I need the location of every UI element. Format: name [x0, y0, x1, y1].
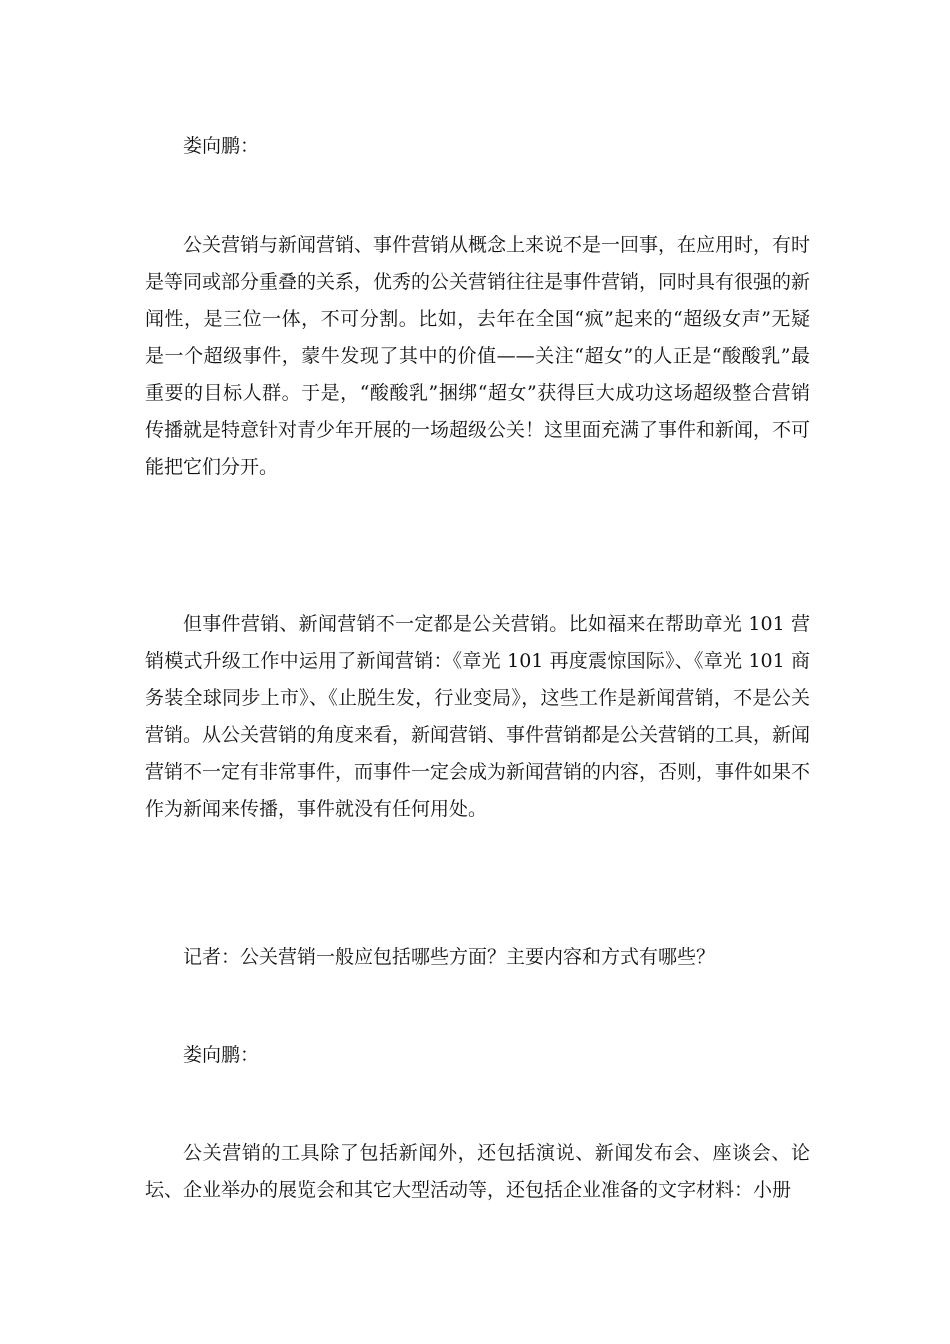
reporter-question: 记者：公关营销一般应包括哪些方面？主要内容和方式有哪些？ [183, 946, 716, 968]
speaker-label-1: 娄向鹏： [183, 135, 260, 157]
speaker-label-2: 娄向鹏： [183, 1044, 260, 1066]
answer-paragraph-3: 公关营销的工具除了包括新闻外，还包括演说、新闻发布会、座谈会、论坛、企业举办的展览会和其它大型活动等，还包括企业准备的文字材料：小册 [145, 1142, 810, 1201]
answer-paragraph-1: 公关营销与新闻营销、事件营销从概念上来说不是一回事，在应用时，有时是等同或部分重叠的关系，优秀的公关营销往往是事件营销，同时具有很强的新闻性，是三位一体，不可分割。比如，去年在全国“疯”起来的“超级女声”无疑是一个超级事件，蒙牛发现了其中的价值——关注“超女”的人正是“酸酸乳”最重要的目标人群。于是，“酸酸乳”捆绑“超女”获得巨大成功这场超级整合营销传播就是特意针对青少年开展的一场超级公关！这里面充满了事件和新闻，不可能把它们分开。 [145, 234, 811, 478]
answer-paragraph-2: 但事件营销、新闻营销不一定都是公关营销。比如福来在帮助章光 101 营销模式升级工作中运用了新闻营销：《章光 101 再度震惊国际》、《章光 101 商务装全球同步上市》、《止脱生发，行业变局》，这些工作是新闻营销，不是公关营销。从公关营销的角度来看，新闻营销、事件营销都是公关营销的工具，新闻营销不一定有非常事件，而事件一定会成为新闻营销的内容，否则，事件如果不作为新闻来传播，事件就没有任何用处。 [145, 613, 811, 820]
